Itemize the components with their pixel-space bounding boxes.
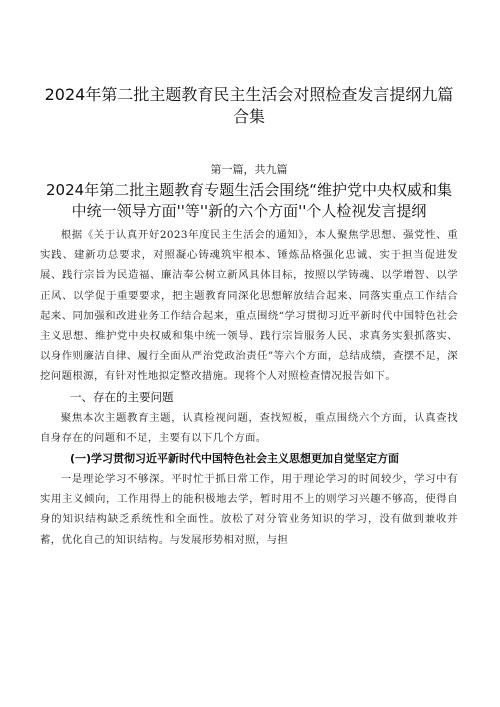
intro-paragraph: 根据《关于认真开好2023年度民主生活会的通知》，本人聚焦学思想、强党性、重实践、建新功总要求，对照凝心铸魂筑牢根本、锤炼品格强化忠诚、实于担当促进发展、践行宗旨为民造福、廉洁奉公树立新风具体目标，按照以学铸魂、以学增智、以学正风、以学促于重要要求，把主题教育同深化思想解放结合起来、同落实重点工作结合起来、同加强和改进业务工作结合起来，重点围绕“学习贯彻习近平新时代中国特色社会主义思想、维护党中央权威和集中统一领导、践行宗旨服务人民、求真务实狠抓落实、以身作则廉洁自律、履行全面从严治党政治责任”等六个方面，总结成绩，查摆不足，深挖问题根源，有针对性地拟定整改措施。现将个人对照检查情况报告如下。 (40, 229, 458, 383)
section-intro-paragraph: 聚焦本次主题教育主题，认真检视问题，查找短板，重点围绕六个方面，认真查找自身存在的问题和不足，主要有以下几个方面。 (40, 411, 458, 444)
part-title: 2024年第二批主题教育专题生活会围绕“维护党中央权威和集中统一领导方面''等''新的六个方面''个人检视发言提纲 (46, 181, 452, 220)
part-label: 第一篇，共九篇 (210, 163, 288, 176)
document-title: 2024年第二批主题教育民主生活会对照检查发言提纲九篇合集 (44, 85, 454, 126)
section-heading: 一、存在的主要问题 (70, 389, 174, 404)
subsection-paragraph: 一是理论学习不够深。平时忙于抓日常工作，用于理论学习的时间较少，学习中有实用主义倾向，工作用得上的能积极地去学，暂时用不上的则学习兴趣不够高，使得自身的知识结构缺乏系统性和全面性。放松了对分管业务知识的学习，没有做到兼收并蓄，优化自己的知识结构。与发展形势相对照，与担 (40, 473, 458, 546)
subsection-heading: (一)学习贯彻习近平新时代中国特色社会主义思想更加自觉坚定方面 (70, 452, 400, 466)
